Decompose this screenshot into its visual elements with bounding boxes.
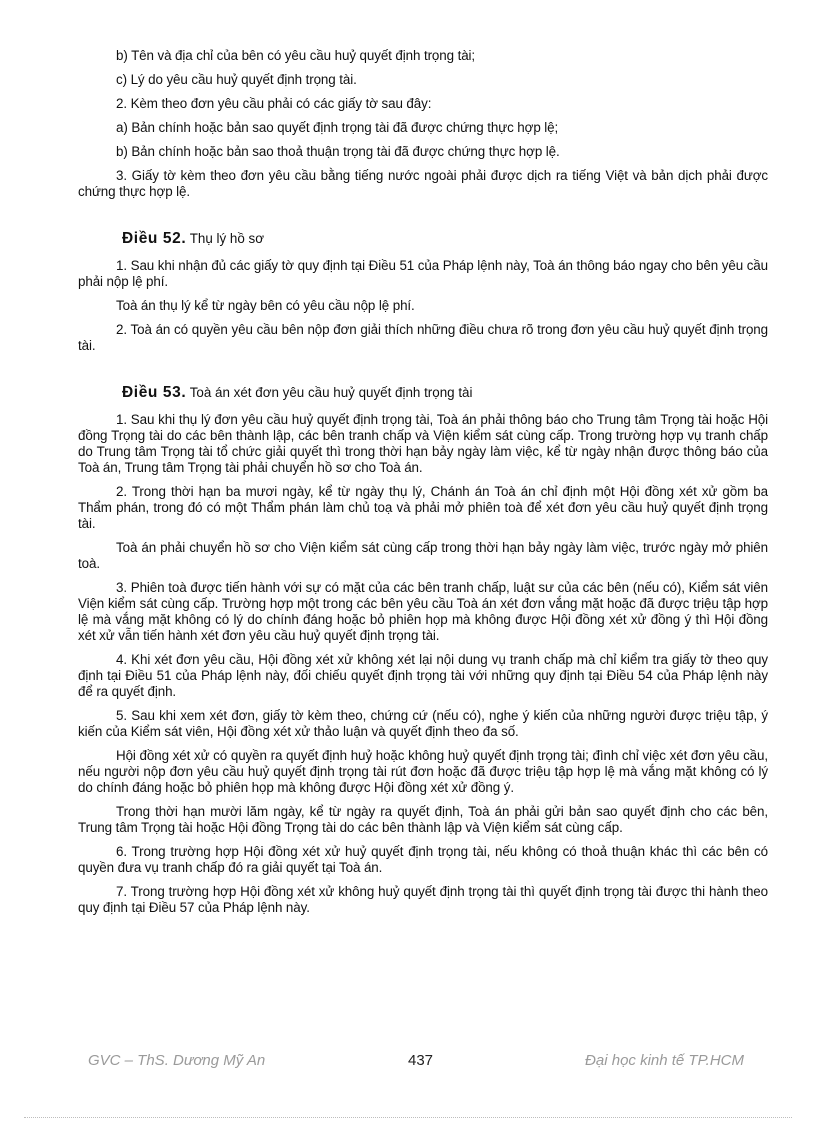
- paragraph: 5. Sau khi xem xét đơn, giấy tờ kèm theo, chứng cứ (nếu có), nghe ý kiến của những người được triệu tập, ý kiến của Kiểm sát viên, Hội đồng xét xử thảo luận và quyết định theo đa số.: [78, 708, 768, 739]
- paragraph: Toà án thụ lý kể từ ngày bên có yêu cầu nộp lệ phí.: [116, 298, 415, 313]
- article-52-heading: [78, 230, 768, 248]
- article-53-heading: [78, 384, 768, 402]
- article-number: Điều 53.: [122, 384, 187, 401]
- paragraph: 2. Toà án có quyền yêu cầu bên nộp đơn giải thích những điều chưa rõ trong đơn yêu cầu huỷ quyết định trọng tài.: [78, 322, 768, 353]
- paragraph: 3. Giấy tờ kèm theo đơn yêu cầu bằng tiếng nước ngoài phải được dịch ra tiếng Việt và bản dịch phải được chứng thực hợp lệ.: [78, 168, 768, 199]
- paragraph: b) Tên và địa chỉ của bên có yêu cầu huỷ quyết định trọng tài;: [116, 48, 476, 63]
- paragraph: 6. Trong trường hợp Hội đồng xét xử huỷ quyết định trọng tài, nếu không có thoả thuận khác thì các bên có quyền đưa vụ tranh chấp đó ra giải quyết tại Toà án.: [78, 844, 768, 875]
- footer-author: GVC – ThS. Dương Mỹ An: [88, 1052, 266, 1069]
- paragraph: 1. Sau khi nhận đủ các giấy tờ quy định tại Điều 51 của Pháp lệnh này, Toà án thông báo ngay cho bên yêu cầu phải nộp lệ phí.: [78, 258, 768, 289]
- paragraph: 7. Trong trường hợp Hội đồng xét xử không huỷ quyết định trọng tài thì quyết định trọng tài được thi hành theo quy định tại Điều 57 của Pháp lệnh này.: [78, 884, 768, 915]
- paragraph: Trong thời hạn mười lăm ngày, kể từ ngày ra quyết định, Toà án phải gửi bản sao quyết định cho các bên, Trung tâm Trọng tài hoặc Hội đồng Trọng tài do các bên thành lập và Viện kiểm sát cùng cấp.: [78, 804, 768, 835]
- paragraph: Hội đồng xét xử có quyền ra quyết định huỷ hoặc không huỷ quyết định trọng tài; đình chỉ việc xét đơn yêu cầu, nếu người nộp đơn yêu cầu huỷ quyết định trọng tài rút đơn hoặc đã được triệu tập hợp lệ mà vắng mặt không có lý do chính đáng hoặc bỏ phiên họp mà không được Hội đồng xét xử đồng ý.: [78, 748, 768, 795]
- page-number: 437: [408, 1052, 434, 1069]
- page-content: [78, 48, 768, 924]
- article-title: Toà án xét đơn yêu cầu huỷ quyết định trọng tài: [189, 385, 473, 400]
- article-number: Điều 52.: [122, 230, 187, 247]
- paragraph: 2. Kèm theo đơn yêu cầu phải có các giấy tờ sau đây:: [116, 96, 432, 111]
- paragraph: a) Bản chính hoặc bản sao quyết định trọng tài đã được chứng thực hợp lệ;: [116, 120, 559, 135]
- article-title: Thụ lý hồ sơ: [189, 231, 265, 246]
- footer-institution: Đại học kinh tế TP.HCM: [585, 1052, 744, 1069]
- paragraph: 1. Sau khi thụ lý đơn yêu cầu huỷ quyết định trọng tài, Toà án phải thông báo cho Trung tâm Trọng tài hoặc Hội đồng Trọng tài do các bên thành lập, các bên tranh chấp và Viện kiểm sát cùng cấp. Trong trường hợp vụ tranh chấp do Trung tâm Trọng tài tổ chức giải quyết thì trong thời hạn bảy ngày làm việc, kể từ ngày nhận được thông báo của Toà án, Trung tâm Trọng tài phải chuyển hồ sơ cho Toà án.: [78, 412, 768, 475]
- paragraph: Toà án phải chuyển hồ sơ cho Viện kiểm sát cùng cấp trong thời hạn bảy ngày làm việc, trước ngày mở phiên toà.: [78, 540, 768, 571]
- paragraph: c) Lý do yêu cầu huỷ quyết định trọng tài.: [116, 72, 357, 87]
- page-footer: [0, 1052, 816, 1076]
- page-bottom-divider: [24, 1117, 792, 1118]
- paragraph: b) Bản chính hoặc bản sao thoả thuận trọng tài đã được chứng thực hợp lệ.: [116, 144, 560, 159]
- paragraph: 4. Khi xét đơn yêu cầu, Hội đồng xét xử không xét lại nội dung vụ tranh chấp mà chỉ kiểm tra giấy tờ theo quy định tại Điều 51 của Pháp lệnh này, đối chiếu quyết định trọng tài với những quy định tại Điều 54 của Pháp lệnh này để ra quyết định.: [78, 652, 768, 699]
- paragraph: 3. Phiên toà được tiến hành với sự có mặt của các bên tranh chấp, luật sư của các bên (nếu có), Kiểm sát viên Viện kiểm sát cùng cấp. Trường hợp một trong các bên yêu cầu Toà án xét đơn vắng mặt hoặc đã được triệu tập hợp lệ mà vắng mặt không có lý do chính đáng hoặc bỏ phiên họp mà không được Hội đồng xét xử đồng ý thì Hội đồng xét xử vẫn tiến hành xét đơn yêu cầu huỷ quyết định trọng tài.: [78, 580, 768, 643]
- paragraph: 2. Trong thời hạn ba mươi ngày, kể từ ngày thụ lý, Chánh án Toà án chỉ định một Hội đồng xét xử gồm ba Thẩm phán, trong đó có một Thẩm phán làm chủ toạ và phải mở phiên toà để xét đơn yêu cầu huỷ quyết định trọng tài.: [78, 484, 768, 531]
